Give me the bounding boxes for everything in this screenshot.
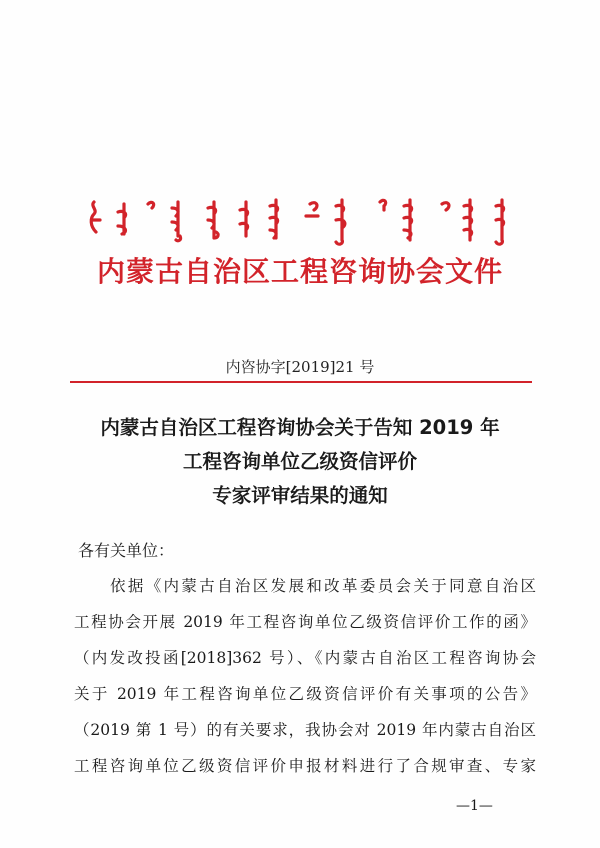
document-number: 内咨协字[2019]21 号 <box>225 358 375 376</box>
title-line-3: 专家评审结果的通知 <box>212 484 388 507</box>
body-line-4: 关于 2019 年工程咨询单位乙级资信评价有关事项的公告》 <box>74 685 536 703</box>
red-divider-line <box>70 381 532 383</box>
body-line-2: 工程协会开展 2019 年工程咨询单位乙级资信评价工作的函》 <box>74 613 536 631</box>
salutation: 各有关单位： <box>78 541 175 560</box>
body-line-6: 工程咨询单位乙级资信评价申报材料进行了合规审查、专家 <box>74 757 536 775</box>
title-line-1: 内蒙古自治区工程咨询协会关于告知 2019 年 <box>100 416 500 439</box>
organization-header: 内蒙古自治区工程咨询协会文件 <box>96 255 503 288</box>
page-number: —1— <box>456 798 493 814</box>
body-line-3: （内发改投函[2018]362 号）、《内蒙古自治区工程咨询协会 <box>74 649 536 667</box>
mongolian-script-header <box>84 192 516 250</box>
title-line-2: 工程咨询单位乙级资信评价 <box>182 450 417 473</box>
body-line-5: （2019 第 1 号）的有关要求，我协会对 2019 年内蒙古自治区 <box>74 721 536 739</box>
body-line-1: 依据《内蒙古自治区发展和改革委员会关于同意自治区 <box>110 577 536 595</box>
